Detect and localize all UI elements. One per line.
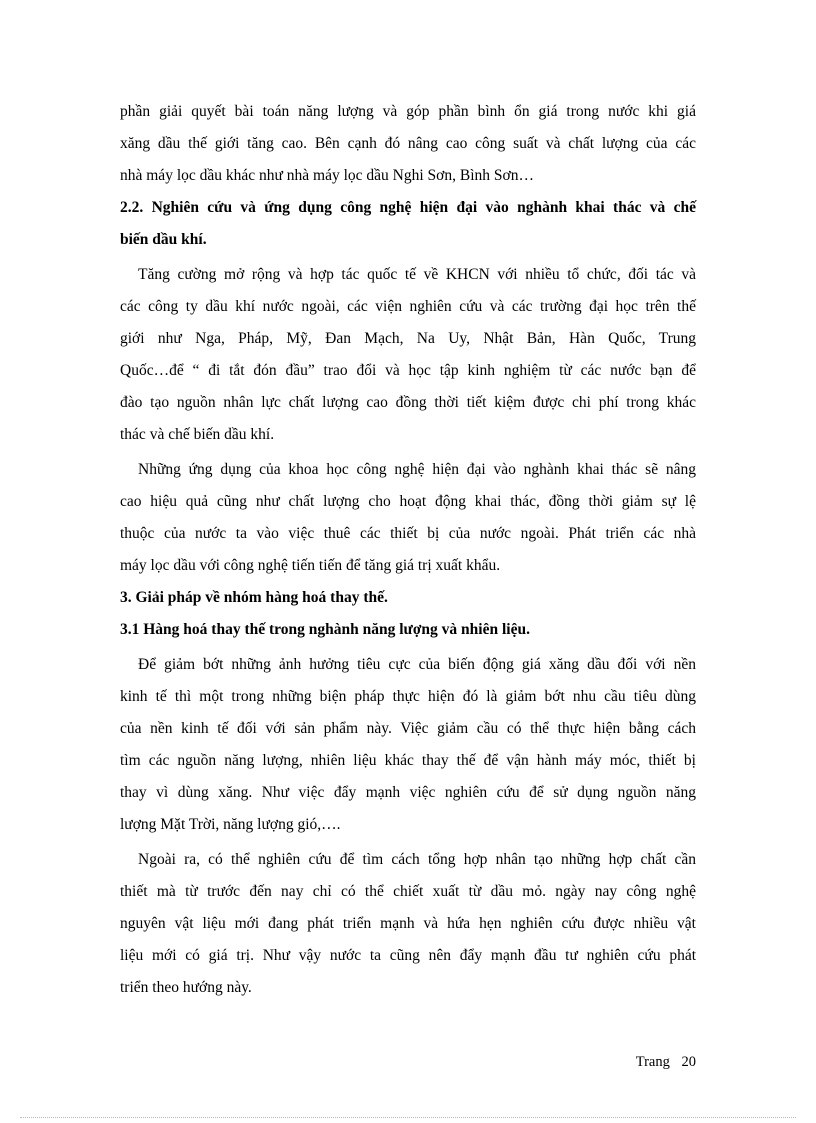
text-line: cao hiệu quả cũng như chất lượng cho hoạt động khai thác, đồng thời giảm sự lệ <box>120 493 696 510</box>
text-line: thiết mà từ trước đến nay chỉ có thể chiết xuất từ dầu mỏ. ngày nay công nghệ <box>120 883 696 900</box>
page-bottom-divider <box>20 1117 796 1118</box>
paragraph-continuation <box>120 96 696 192</box>
heading-line: 3.1 Hàng hoá thay thế trong nghành năng lượng và nhiên liệu. <box>120 621 530 638</box>
text-line: Để giảm bớt những ảnh hưởng tiêu cực của biến động giá xăng dầu đối với nền <box>138 656 696 673</box>
text-line: liệu mới có giá trị. Như vậy nước ta cũng nên đẩy mạnh đầu tư nghiên cứu phát <box>120 947 696 964</box>
paragraph-cooperation <box>120 259 696 451</box>
text-line: phần giải quyết bài toán năng lượng và góp phần bình ổn giá trong nước khi giá <box>120 103 696 120</box>
text-line: xăng dầu thế giới tăng cao. Bên cạnh đó nâng cao công suất và chất lượng của các <box>120 135 696 152</box>
heading-line: 2.2. Nghiên cứu và ứng dụng công nghệ hiện đại vào nghành khai thác và chế <box>120 199 696 216</box>
text-line: lượng Mặt Trời, năng lượng gió,…. <box>120 816 341 833</box>
section-heading-3 <box>120 582 696 614</box>
text-line: đào tạo nguồn nhân lực chất lượng cao đồng thời tiết kiệm được chi phí trong khác <box>120 394 696 411</box>
text-line: thác và chế biến dầu khí. <box>120 426 275 443</box>
text-line: Tăng cường mở rộng và hợp tác quốc tế về KHCN với nhiều tổ chức, đối tác và <box>138 266 696 283</box>
paragraph-applications <box>120 454 696 582</box>
text-line: thuộc của nước ta vào việc thuê các thiết bị của nước ngoài. Phát triển các nhà <box>120 525 696 542</box>
text-line: của nền kinh tế đối với sản phẩm này. Việc giảm cầu có thể thực hiện bằng cách <box>120 720 696 737</box>
text-line: nhà máy lọc dầu khác như nhà máy lọc dầu Nghi Sơn, Bình Sơn… <box>120 167 534 184</box>
paragraph-synthesis <box>120 844 696 1004</box>
text-line: Quốc…để “ đi tắt đón đầu” trao đổi và học tập kinh nghiệm từ các nước bạn để <box>120 362 696 379</box>
page-footer <box>636 1054 696 1071</box>
text-line: các công ty dầu khí nước ngoài, các viện nghiên cứu và các trường đại học trên thế <box>120 298 696 315</box>
text-line: tìm các nguồn năng lượng, nhiên liệu khác thay thế để vận hành máy móc, thiết bị <box>120 752 696 769</box>
text-line: Những ứng dụng của khoa học công nghệ hiện đại vào nghành khai thác sẽ nâng <box>138 461 696 478</box>
text-line: thay vì dùng xăng. Như việc đẩy mạnh việc nghiên cứu để sử dụng nguồn năng <box>120 784 696 801</box>
heading-line: biến dầu khí. <box>120 231 207 248</box>
text-line: Ngoài ra, có thể nghiên cứu để tìm cách tổng hợp nhân tạo những hợp chất cần <box>138 851 696 868</box>
text-line: máy lọc dầu với công nghệ tiến tiến để tăng giá trị xuất khẩu. <box>120 557 501 574</box>
page-number: 20 <box>681 1054 696 1070</box>
text-line: triển theo hướng này. <box>120 979 252 996</box>
text-line: giới như Nga, Pháp, Mỹ, Đan Mạch, Na Uy, Nhật Bản, Hàn Quốc, Trung <box>120 330 696 347</box>
heading-line: 3. Giải pháp về nhóm hàng hoá thay thế. <box>120 589 388 606</box>
section-heading-2-2 <box>120 192 696 256</box>
document-page <box>120 96 696 1004</box>
page-label: Trang <box>635 1054 670 1070</box>
text-line: kinh tế thì một trong những biện pháp thực hiện đó là giảm bớt nhu cầu tiêu dùng <box>120 688 696 705</box>
paragraph-reduce-demand <box>120 649 696 841</box>
section-heading-3-1 <box>120 614 696 646</box>
text-line: nguyên vật liệu mới đang phát triển mạnh và hứa hẹn nghiên cứu được nhiều vật <box>120 915 696 932</box>
